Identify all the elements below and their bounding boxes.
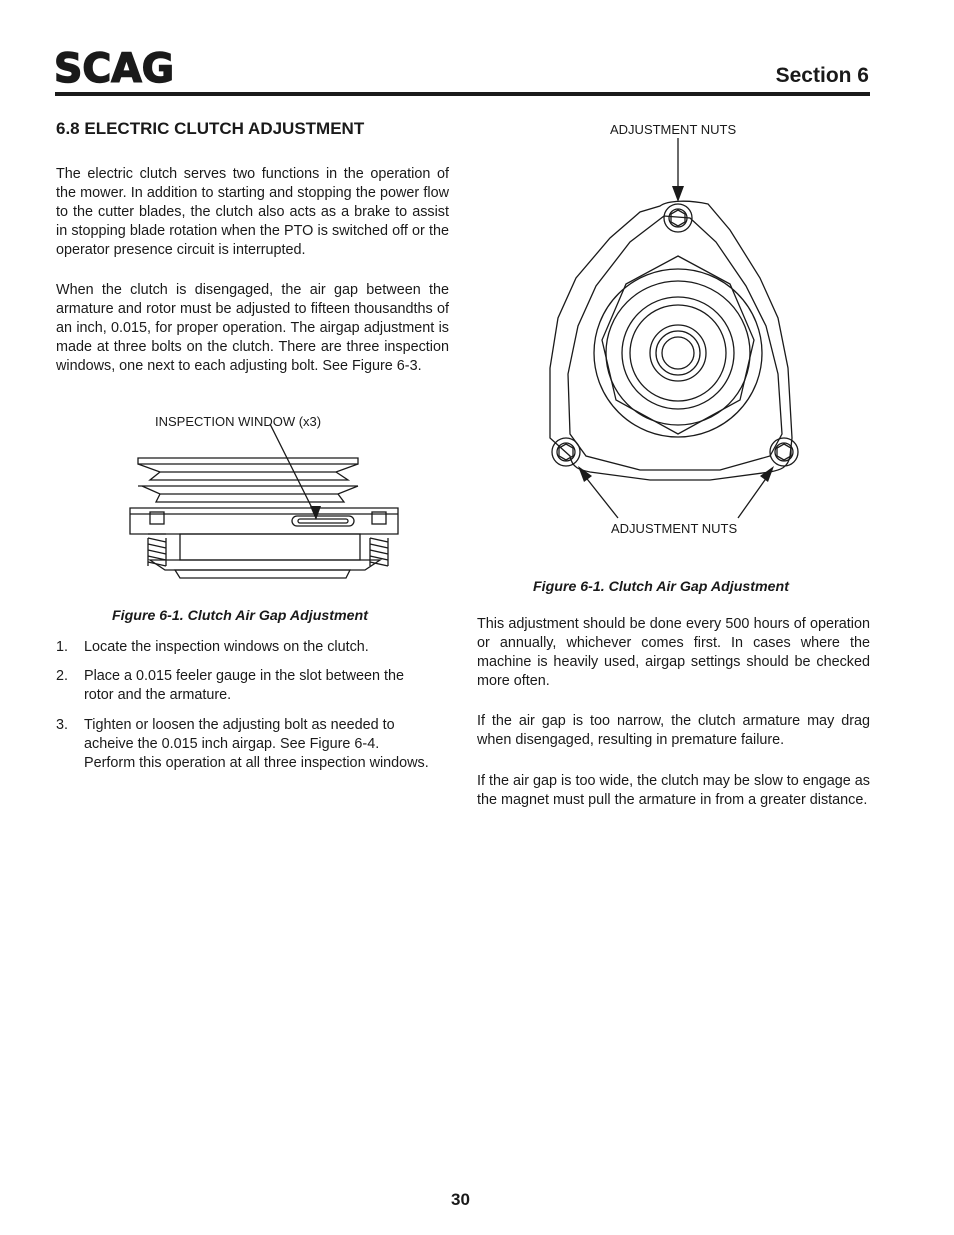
wide-gap-paragraph: If the air gap is too wide, the clutch may be slow to engage as the magnet must pull the armature in from a greater distance. <box>477 773 870 808</box>
header-rule <box>55 92 870 96</box>
step-text: Locate the inspection windows on the clutch. <box>84 639 369 655</box>
step-text: Tighten or loosen the adjusting bolt as needed to acheive the 0.015 inch airgap. See Figure 6-4. Perform this operation at all three inspection windows. <box>84 716 429 771</box>
adjustment-nuts-bottom-label: ADJUSTMENT NUTS <box>611 521 738 536</box>
airgap-paragraph: When the clutch is disengaged, the air gap between the armature and rotor must be adjusted to fifteen thousandths of an inch, 0.015, for proper operation. The airgap adjustment is made at three bolts on the clutch. There are three inspection windows, one next to each adjusting bolt. See Figure 6-3. <box>56 282 449 374</box>
scag-logo <box>54 46 178 92</box>
clutch-side-view-illustration <box>120 430 410 590</box>
page-number: 30 <box>451 1190 470 1209</box>
left-figure-caption: Figure 6-1. Clutch Air Gap Adjustment <box>112 608 368 624</box>
list-item <box>56 638 431 657</box>
intro-paragraph: The electric clutch serves two functions in the operation of the mower. In addition to starting and stopping the power flow to the cutter blades, the clutch also acts as a brake to assist in stopping blade rotation when the PTO is switched off or the operator presence circuit is interrupted. <box>56 166 449 258</box>
inspection-window-label: INSPECTION WINDOW (x3) <box>155 414 322 429</box>
section-title: Section 6 <box>775 64 869 87</box>
page-heading: 6.8 ELECTRIC CLUTCH ADJUSTMENT <box>56 119 365 138</box>
right-figure-caption: Figure 6-1. Clutch Air Gap Adjustment <box>533 579 789 595</box>
step-number: 1. <box>56 639 69 655</box>
adjustment-nuts-top-label: ADJUSTMENT NUTS <box>610 122 737 137</box>
step-number: 3. <box>56 716 69 733</box>
step-number: 2. <box>56 668 69 685</box>
list-item <box>56 716 431 773</box>
steps-list <box>56 638 431 783</box>
schedule-paragraph: This adjustment should be done every 500 hours of operation or annually, whichever comes first. In cases where the machine is heavily used, airgap settings should be checked more often. <box>477 616 870 689</box>
clutch-front-view-illustration <box>540 138 820 518</box>
list-item <box>56 667 431 705</box>
svg-text:SCAG: SCAG <box>54 46 174 92</box>
narrow-gap-paragraph: If the air gap is too narrow, the clutch armature may drag when disengaged, resulting in premature failure. <box>477 713 870 748</box>
step-text: Place a 0.015 feeler gauge in the slot between the rotor and the armature. <box>84 668 405 704</box>
